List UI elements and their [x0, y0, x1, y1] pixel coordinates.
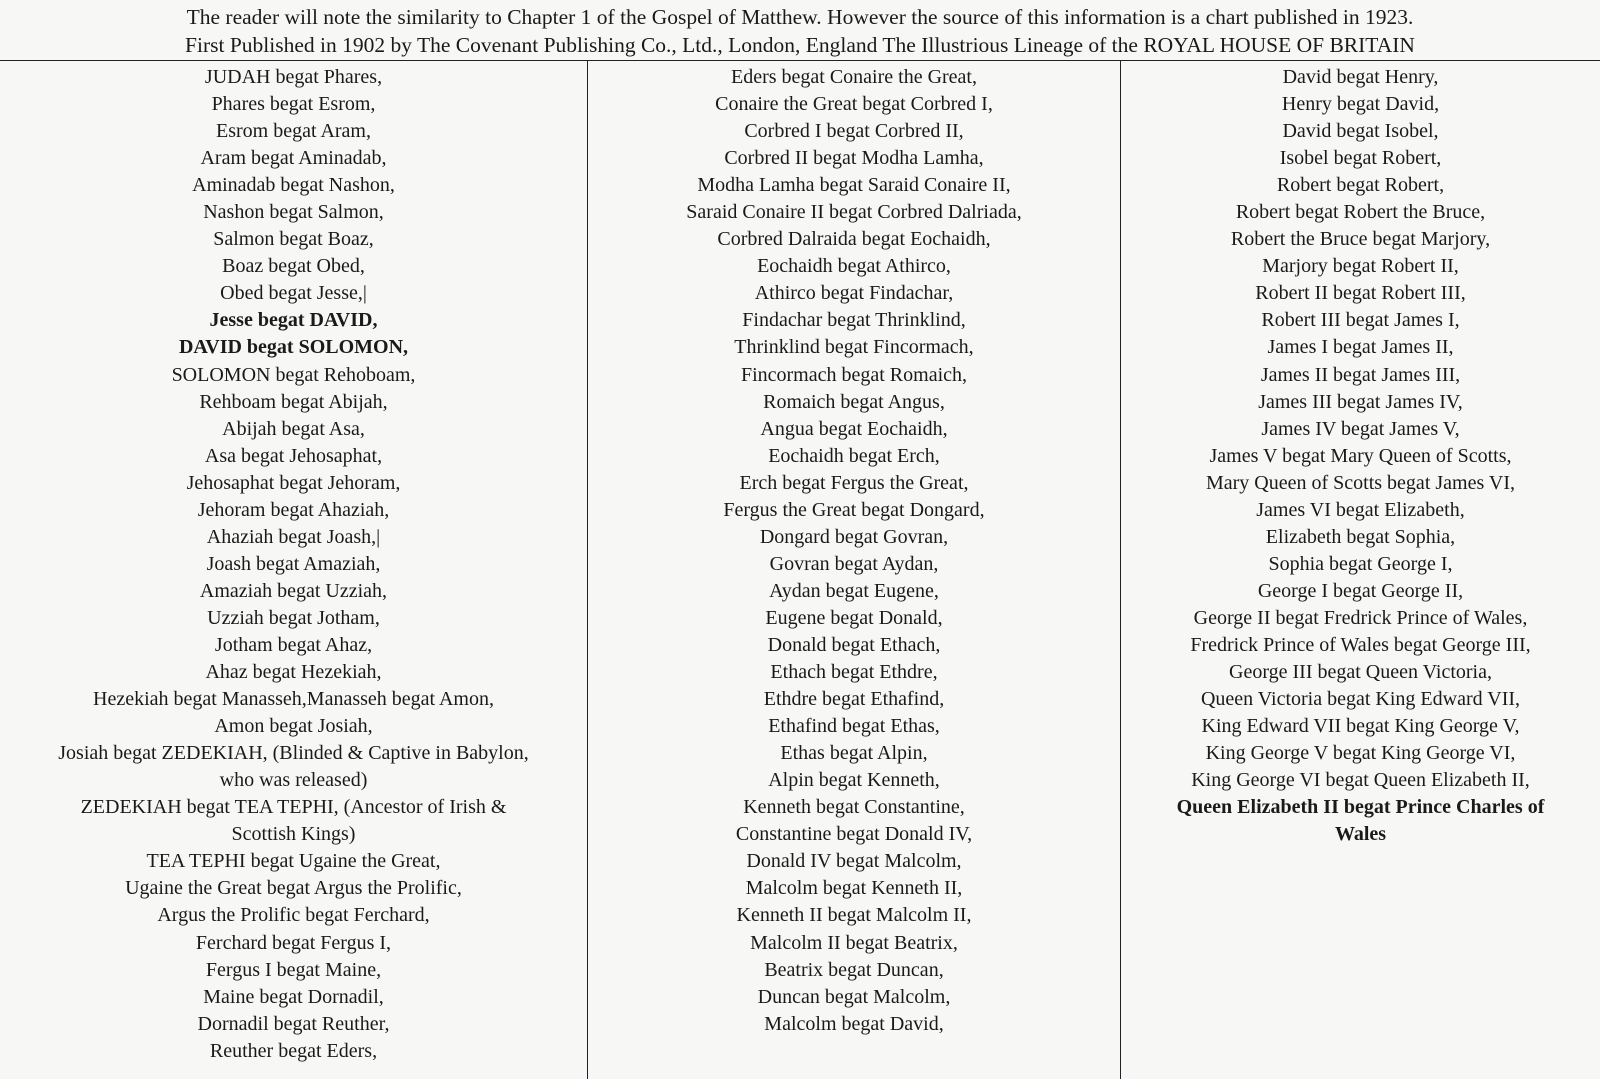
lineage-entry: Salmon begat Boaz,	[213, 228, 374, 251]
lineage-entry: Wales	[1334, 823, 1387, 846]
lineage-entry: Robert II begat Robert III,	[1255, 282, 1466, 305]
lineage-entry: Govran begat Aydan,	[769, 552, 939, 575]
lineage-entry: Jotham begat Ahaz,	[214, 633, 373, 656]
lineage-entry: Isobel begat Robert,	[1279, 147, 1442, 170]
lineage-entry: George III begat Queen Victoria,	[1229, 661, 1492, 684]
lineage-entry: Abijah begat Asa,	[222, 417, 365, 440]
lineage-entry: Marjory begat Robert II,	[1262, 255, 1459, 278]
lineage-column-2	[588, 64, 1120, 1038]
lineage-column-1	[0, 64, 587, 1065]
document-header	[0, 0, 1600, 61]
lineage-entry: Ethafind begat Ethas,	[768, 715, 940, 738]
lineage-entry: Romaich begat Angus,	[763, 390, 945, 413]
lineage-entry: Ugaine the Great begat Argus the Prolific,	[125, 877, 462, 900]
lineage-entry: Donald begat Ethach,	[767, 633, 941, 656]
lineage-entry: Ethdre begat Ethafind,	[763, 688, 945, 711]
lineage-entry: Kenneth II begat Malcolm II,	[736, 904, 972, 927]
lineage-entry: Athirco begat Findachar,	[754, 282, 954, 305]
lineage-entry: James IV begat James V,	[1261, 417, 1460, 440]
lineage-entry: George II begat Fredrick Prince of Wales,	[1193, 606, 1528, 629]
lineage-entry: Queen Elizabeth II begat Prince Charles of	[1176, 796, 1545, 819]
lineage-entry: Eders begat Conaire the Great,	[730, 66, 977, 88]
lineage-entry: Phares begat Esrom,	[211, 93, 376, 116]
lineage-entry: Ferchard begat Fergus I,	[195, 931, 392, 954]
header-note-line: The reader will note the similarity to Chapter 1 of the Gospel of Matthew. However the source of this information is a chart published in 1923.	[186, 5, 1414, 29]
lineage-entry: Hezekiah begat Manasseh,Manasseh begat Amon,	[93, 688, 494, 711]
lineage-entry: Sophia begat George I,	[1268, 552, 1453, 575]
lineage-entry: Donald IV begat Malcolm,	[746, 850, 962, 873]
lineage-entry: Constantine begat Donald IV,	[735, 823, 973, 846]
lineage-entry: Duncan begat Malcolm,	[757, 985, 951, 1008]
lineage-entry: Ethas begat Alpin,	[780, 742, 928, 765]
lineage-entry: Kenneth begat Constantine,	[743, 796, 965, 819]
lineage-entry: Nashon begat Salmon,	[203, 201, 384, 224]
lineage-entry: Jehosaphat begat Jehoram,	[186, 471, 401, 494]
lineage-entry: Fergus the Great begat Dongard,	[723, 498, 985, 521]
lineage-entry: Amon begat Josiah,	[214, 715, 373, 738]
lineage-entry: Findachar begat Thrinklind,	[742, 309, 966, 332]
lineage-entry: Corbred II begat Modha Lamha,	[724, 147, 984, 170]
lineage-entry: Beatrix begat Duncan,	[764, 958, 944, 981]
lineage-entry: Elizabeth begat Sophia,	[1265, 525, 1456, 548]
lineage-entry: King George V begat King George VI,	[1205, 742, 1516, 765]
lineage-entry: James III begat James IV,	[1258, 390, 1463, 413]
lineage-entry: King George VI begat Queen Elizabeth II,	[1191, 769, 1530, 792]
lineage-entry: ZEDEKIAH begat TEA TEPHI, (Ancestor of Irish &	[80, 796, 507, 819]
lineage-entry: Queen Victoria begat King Edward VII,	[1200, 688, 1521, 711]
lineage-entry: Ahaziah begat Joash,|	[206, 525, 381, 548]
lineage-entry: Corbred I begat Corbred II,	[744, 120, 964, 143]
lineage-entry: Henry begat David,	[1281, 93, 1440, 116]
lineage-column-3	[1121, 64, 1600, 848]
lineage-entry: Modha Lamha begat Saraid Conaire II,	[697, 174, 1011, 197]
lineage-entry: Obed begat Jesse,|	[220, 282, 367, 305]
lineage-entry: Eugene begat Donald,	[765, 606, 943, 629]
lineage-entry: Jesse begat DAVID,	[209, 309, 378, 332]
lineage-entry: Dornadil begat Reuther,	[197, 1012, 390, 1035]
lineage-entry: Maine begat Dornadil,	[203, 985, 384, 1008]
lineage-entry: Robert III begat James I,	[1261, 309, 1460, 332]
lineage-entry: Angua begat Eochaidh,	[760, 417, 948, 440]
lineage-entry: Fredrick Prince of Wales begat George III,	[1190, 633, 1531, 656]
lineage-entry: Rehboam begat Abijah,	[199, 390, 388, 413]
lineage-entry: Saraid Conaire II begat Corbred Dalriada,	[686, 201, 1022, 224]
lineage-entry: SOLOMON begat Rehoboam,	[171, 363, 416, 386]
lineage-entry: Aminadab begat Nashon,	[192, 174, 395, 197]
lineage-entry: Ethach begat Ethdre,	[770, 661, 938, 684]
lineage-entry: Mary Queen of Scotts begat James VI,	[1205, 471, 1515, 494]
lineage-entry: Boaz begat Obed,	[222, 255, 365, 278]
lineage-entry: Esrom begat Aram,	[216, 120, 371, 143]
lineage-entry: Fincormach begat Romaich,	[740, 363, 968, 386]
header-rule	[0, 60, 1600, 61]
lineage-entry: James VI begat Elizabeth,	[1256, 498, 1465, 521]
lineage-entry: Eochaidh begat Erch,	[768, 444, 940, 467]
lineage-entry: James I begat James II,	[1267, 336, 1454, 359]
lineage-entry: Joash begat Amaziah,	[206, 552, 381, 575]
header-title-line: First Published in 1902 by The Covenant Publishing Co., Ltd., London, England The Illustrious Lineage of the ROYAL HOUSE OF BRITAIN	[185, 33, 1415, 57]
lineage-entry: who was released)	[219, 769, 368, 792]
lineage-entry: Josiah begat ZEDEKIAH, (Blinded & Captive in Babylon,	[58, 742, 529, 765]
lineage-entry: Ahaz begat Hezekiah,	[205, 661, 382, 684]
lineage-entry: Aram begat Aminadab,	[200, 147, 387, 170]
lineage-entry: Malcolm begat Kenneth II,	[745, 877, 963, 900]
lineage-entry: Dongard begat Govran,	[759, 525, 949, 548]
lineage-entry: Scottish Kings)	[231, 823, 356, 846]
lineage-entry: Asa begat Jehosaphat,	[204, 444, 383, 467]
lineage-entry: Conaire the Great begat Corbred I,	[715, 93, 993, 116]
lineage-entry: Malcolm II begat Beatrix,	[750, 931, 958, 954]
lineage-entry: Robert begat Robert the Bruce,	[1235, 201, 1486, 224]
lineage-entry: Thrinklind begat Fincormach,	[734, 336, 974, 359]
lineage-entry: Jehoram begat Ahaziah,	[197, 498, 390, 521]
lineage-entry: DAVID begat SOLOMON,	[178, 336, 409, 359]
lineage-entry: Eochaidh begat Athirco,	[757, 255, 951, 278]
lineage-entry: Erch begat Fergus the Great,	[739, 471, 969, 494]
lineage-entry: Uzziah begat Jotham,	[207, 606, 380, 629]
lineage-entry: Robert begat Robert,	[1276, 174, 1445, 197]
lineage-entry: George I begat George II,	[1257, 579, 1464, 602]
lineage-entry: Amaziah begat Uzziah,	[199, 579, 388, 602]
lineage-entry: James II begat James III,	[1260, 363, 1461, 386]
lineage-entry: Argus the Prolific begat Ferchard,	[157, 904, 430, 927]
lineage-entry: TEA TEPHI begat Ugaine the Great,	[146, 850, 441, 873]
lineage-entry: JUDAH begat Phares,	[204, 66, 383, 88]
lineage-entry: David begat Henry,	[1282, 66, 1439, 88]
lineage-entry: Malcolm begat David,	[764, 1012, 944, 1035]
lineage-entry: Aydan begat Eugene,	[769, 579, 939, 602]
lineage-entry: Alpin begat Kenneth,	[768, 769, 940, 792]
lineage-entry: Fergus I begat Maine,	[205, 958, 382, 981]
lineage-entry: Corbred Dalraida begat Eochaidh,	[717, 228, 991, 251]
lineage-entry: Robert the Bruce begat Marjory,	[1230, 228, 1491, 251]
lineage-entry: James V begat Mary Queen of Scotts,	[1209, 444, 1512, 467]
lineage-entry: Reuther begat Eders,	[209, 1039, 378, 1062]
lineage-entry: King Edward VII begat King George V,	[1201, 715, 1520, 738]
lineage-entry: David begat Isobel,	[1282, 120, 1439, 143]
